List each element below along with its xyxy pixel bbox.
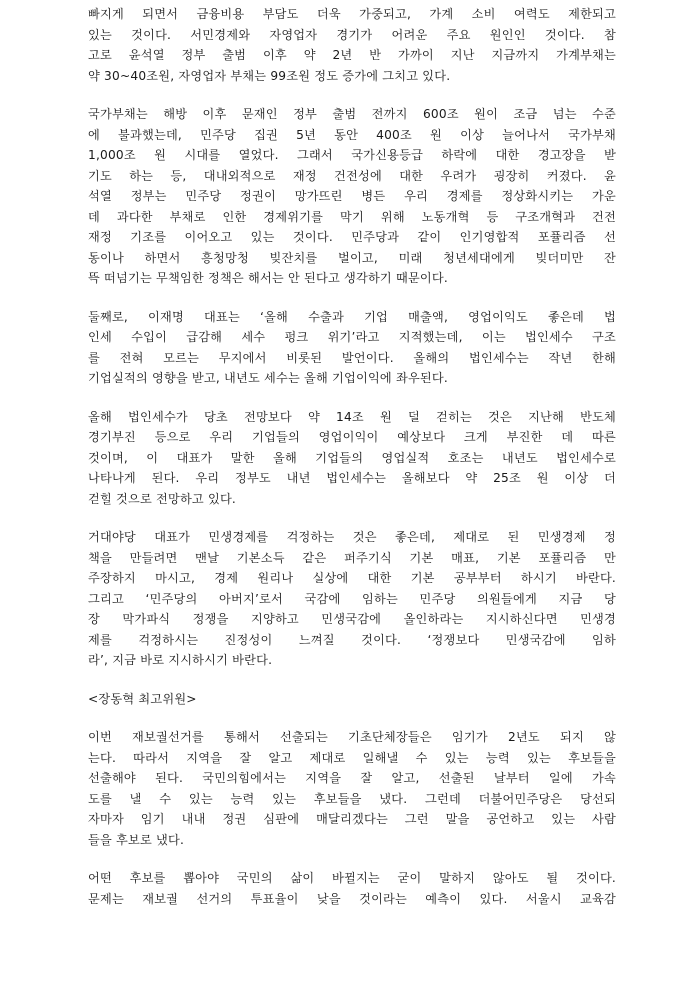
text-line: 문제는 재보궐 선거의 투표율이 낮을 것이라는 예측이 있다. 서울시 교육감 xyxy=(88,891,616,906)
text-line: 거대야당 대표가 민생경제를 걱정하는 것은 좋은데, 제대로 된 민생경제 정 xyxy=(88,530,616,544)
text-line: 주장하지 마시고, 경제 원리나 실상에 대한 기본 공부부터 하시기 바란다. xyxy=(88,571,616,585)
text-line: 에 불과했는데, 민주당 집권 5년 동안 400조 원 이상 늘어나서 국가부채 xyxy=(88,127,616,142)
text-line: 들을 후보로 냈다. xyxy=(88,832,185,847)
text-line: 인세 수입이 급감해 세수 펑크 위기’라고 지적했는데, 이는 법인세수 구조 xyxy=(88,330,616,344)
paragraph-tax-forecast xyxy=(88,407,616,510)
paragraph-opposition-leader xyxy=(88,527,616,671)
text-line: 기업실적의 영향을 받고, 내년도 세수는 올해 기업이익에 좌우된다. xyxy=(88,371,448,385)
text-line: 는다. 따라서 지역을 잘 알고 제대로 일해낼 수 있는 능력 있는 후보들을 xyxy=(88,750,616,765)
paragraph-corporate-tax xyxy=(88,307,616,389)
text-line: 이번 재보궐선거를 통해서 선출되는 기초단체장들은 임기가 2년도 되지 않 xyxy=(88,730,616,744)
text-line: 동이나 하면서 흥청망청 빚잔치를 벌이고, 미래 청년세대에게 빚더미만 잔 xyxy=(88,250,616,265)
text-line: 있는 것이다. 서민경제와 자영업자 경기가 어려운 주요 원인인 것이다. 참 xyxy=(88,27,616,42)
text-line: 석열 정부는 민주당 정권이 망가뜨린 병든 우리 경제를 정상화시키는 가운 xyxy=(88,189,616,203)
text-line: 를 전혀 모르는 무지에서 비롯된 발언이다. 올해의 법인세수는 작년 한해 xyxy=(88,350,616,365)
text-line: 책을 만들려면 맨날 기본소득 같은 퍼주기식 기본 매표, 기본 포퓰리즘 만 xyxy=(88,550,616,565)
text-line: 라’, 지금 바로 지시하시기 바란다. xyxy=(88,653,273,667)
text-line: 뜩 떠넘기는 무책임한 정책은 해서는 안 된다고 생각하기 때문이다. xyxy=(88,271,448,285)
text-line: 걷힐 것으로 전망하고 있다. xyxy=(88,491,237,506)
paragraph-by-election xyxy=(88,727,616,850)
text-line: 둘째로, 이재명 대표는 ‘올해 수출과 기업 매출액, 영업이익도 좋은데 법 xyxy=(88,309,616,324)
text-line: 경기부진 등으로 우리 기업들의 영업이익이 예상보다 크게 부진한 데 따른 xyxy=(88,430,616,444)
text-line: 자마자 임기 내내 정권 심판에 매달리겠다는 그런 말을 공언하고 있는 사람 xyxy=(88,812,616,826)
text-line: 1,000조 원 시대를 열었다. 그래서 국가신용등급 하락에 대한 경고장을 받 xyxy=(88,148,616,162)
text-line: 기도 하는 등, 대내외적으로 재정 건전성에 대한 우려가 굉장히 커졌다. 윤 xyxy=(88,168,616,183)
text-line: 제를 걱정하시는 진정성이 느껴질 것이다. ‘정쟁보다 민생국감에 임하 xyxy=(88,632,616,647)
text-line: 그리고 ‘민주당의 아버지’로서 국감에 임하는 민주당 의원들에게 지금 당 xyxy=(88,591,616,606)
text-line: 나타나게 된다. 우리 정부도 내년 법인세수는 올해보다 약 25조 원 이상 더 xyxy=(88,471,616,485)
text-line: 국가부채는 해방 이후 문재인 정부 출범 전까지 600조 원이 조금 넘는 수준 xyxy=(88,107,616,121)
text-line: 장 막가파식 정쟁을 지양하고 민생국감에 올인하라는 지시하신다면 민생경 xyxy=(88,612,616,626)
speaker-heading xyxy=(88,689,616,710)
text-line: 빠지게 되면서 금융비용 부담도 더욱 가중되고, 가계 소비 여력도 제한되고 xyxy=(88,7,616,21)
text-line: 고로 윤석열 정부 출범 이후 약 2년 반 가까이 지난 지금까지 가계부채는 xyxy=(88,48,616,62)
text-line: 올해 법인세수가 당초 전망보다 약 14조 원 덜 걷히는 것은 지난해 반도체 xyxy=(88,409,616,424)
paragraph-turnout xyxy=(88,868,616,909)
speaker-name: <장동혁 최고위원> xyxy=(88,691,197,706)
text-line: 어떤 후보를 뽑아야 국민의 삶이 바뀔지는 굳이 말하지 않아도 될 것이다. xyxy=(88,871,616,885)
text-line: 재정 기조를 이어오고 있는 것이다. 민주당과 같이 인기영합적 포퓰리즘 선 xyxy=(88,230,616,244)
text-line: 선출해야 된다. 국민의힘에서는 지역을 잘 알고, 선출된 날부터 일에 가속 xyxy=(88,771,616,785)
text-line: 도를 낼 수 있는 능력 있는 후보들을 냈다. 그런데 더불어민주당은 당선되 xyxy=(88,791,616,806)
text-line: 데 과다한 부채로 인한 경제위기를 막기 위해 노동개혁 등 구조개혁과 건전 xyxy=(88,209,616,224)
paragraph-national-debt xyxy=(88,104,616,289)
text-line: 것이며, 이 대표가 말한 올해 기업들의 영업실적 호조는 내년도 법인세수로 xyxy=(88,450,616,465)
text-line: 약 30~40조원, 자영업자 부채는 99조원 정도 증가에 그치고 있다. xyxy=(88,68,451,83)
paragraph-household-debt xyxy=(88,4,616,86)
